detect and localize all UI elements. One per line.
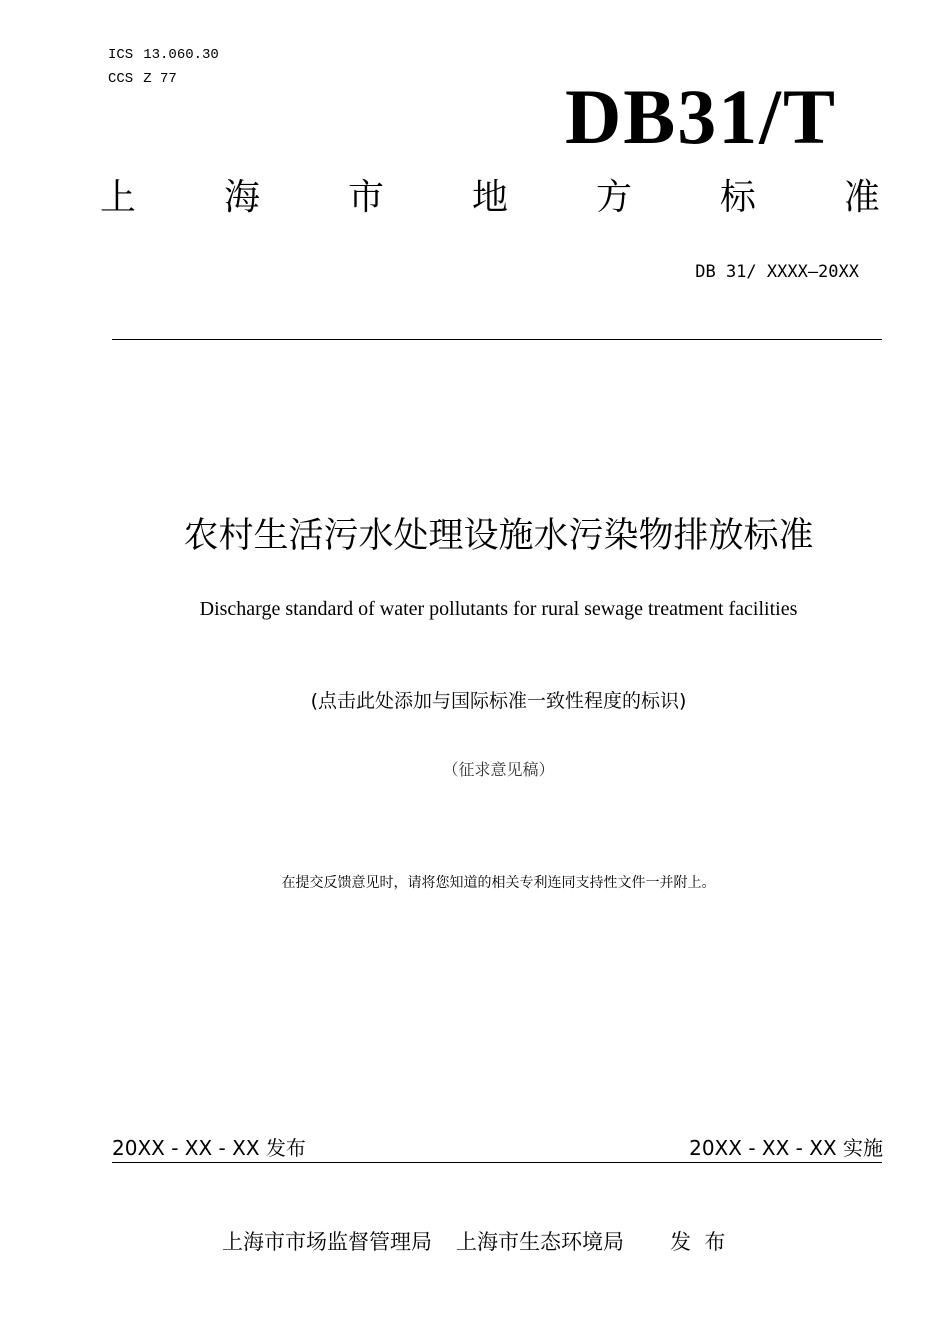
ccs-code: Z 77 <box>143 71 177 87</box>
standard-logo: DB31/T <box>564 73 837 160</box>
standard-type-char: 市 <box>347 177 384 218</box>
issuer-ecology-environment: 上海市生态环境局 <box>456 1230 624 1254</box>
consistency-placeholder[interactable]: (点击此处添加与国际标准一致性程度的标识) <box>310 690 687 712</box>
issue-word: 发 布 <box>670 1230 726 1254</box>
header-divider <box>112 339 882 340</box>
issue-date: 20XX - XX - XX 发布 <box>112 1136 306 1160</box>
standard-type-char: 上 <box>100 177 137 218</box>
standard-type-char: 标 <box>719 177 756 218</box>
ics-line <box>108 47 219 63</box>
ccs-label: CCS <box>108 71 134 87</box>
patent-notice: 在提交反馈意见时，请将您知道的相关专利连同支持性文件一并附上。 <box>281 875 716 891</box>
standard-type-char: 方 <box>595 177 632 218</box>
implementation-date: 20XX - XX - XX 实施 <box>689 1136 883 1160</box>
standard-type-title <box>100 177 880 218</box>
footer-divider <box>112 1162 882 1163</box>
standard-type-char: 地 <box>471 177 508 218</box>
standard-number: DB 31/ XXXX—20XX <box>695 262 859 282</box>
ccs-line <box>108 71 177 87</box>
standard-type-char: 准 <box>843 177 880 218</box>
document-title-en: Discharge standard of water pollutants for rural sewage treatment facilities <box>199 598 798 620</box>
ics-code: 13.060.30 <box>143 47 219 63</box>
ics-label: ICS <box>108 47 134 63</box>
issuing-authorities <box>222 1226 725 1256</box>
draft-status: （征求意见稿） <box>442 760 555 779</box>
standard-type-char: 海 <box>223 177 260 218</box>
document-title-cn: 农村生活污水处理设施水污染物排放标准 <box>183 516 814 556</box>
issuer-market-regulation: 上海市市场监督管理局 <box>222 1230 432 1254</box>
